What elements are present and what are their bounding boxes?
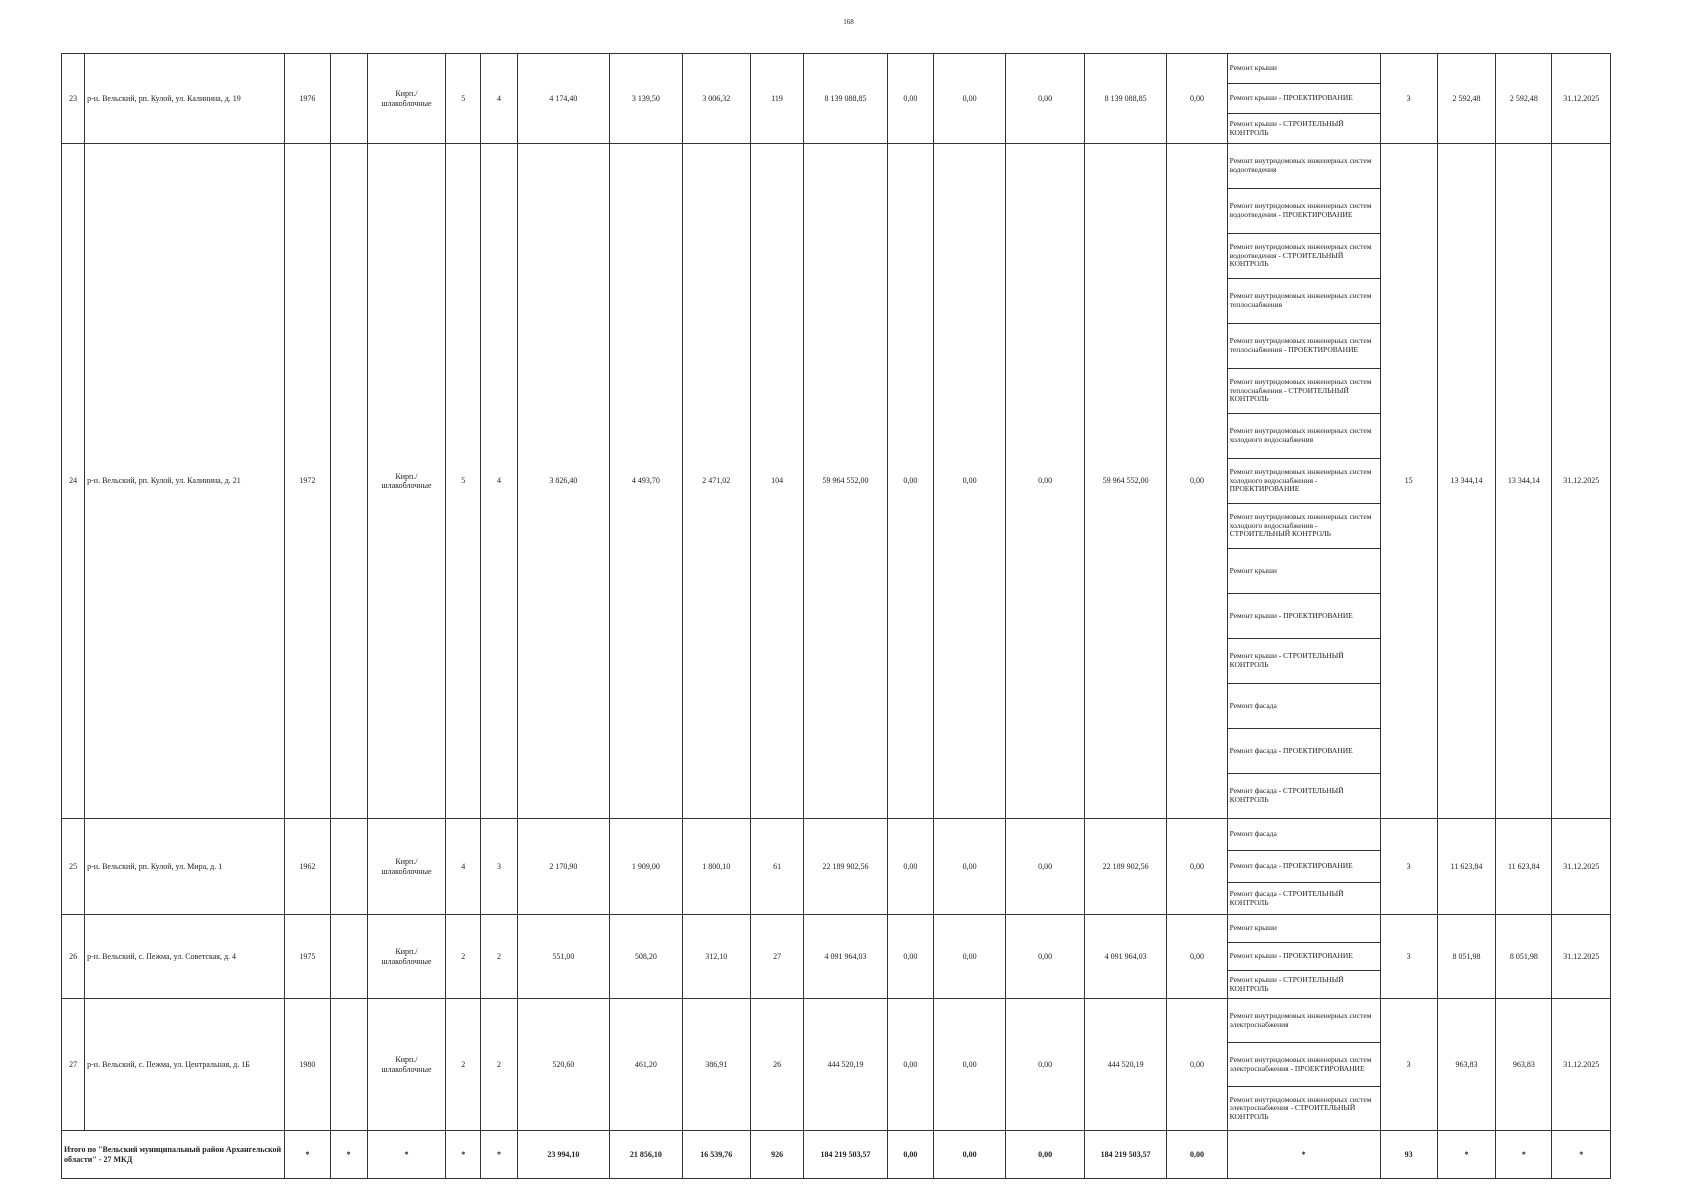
cost-owners-cell: 8 139 088,85 xyxy=(1084,54,1166,144)
table-row xyxy=(62,819,1611,851)
work-type-cell: Ремонт фасада - СТРОИТЕЛЬНЫЙ КОНТРОЛЬ xyxy=(1227,774,1380,819)
cost-fund-cell: 0,00 xyxy=(887,144,933,819)
empty-cell xyxy=(330,999,367,1131)
total-blank-cell: * xyxy=(330,1131,367,1179)
year-cell: 1962 xyxy=(285,819,330,915)
cost-other-cell: 0,00 xyxy=(1167,999,1227,1131)
total-cost-fund-cell: 0,00 xyxy=(887,1131,933,1179)
deadline-cell: 31.12.2025 xyxy=(1552,999,1611,1131)
cost-local-cell: 0,00 xyxy=(1006,915,1084,999)
row-number-cell: 24 xyxy=(62,144,85,819)
work-type-cell: Ремонт крыши - ПРОЕКТИРОВАНИЕ xyxy=(1227,594,1380,639)
material-cell: Кирп./ шлакоблочные xyxy=(367,819,445,915)
work-type-cell: Ремонт внутридомовых инженерных систем водоотведения - ПРОЕКТИРОВАНИЕ xyxy=(1227,189,1380,234)
total-label: Итого по "Вельский муниципальный район Архангельской области" - 27 МКД xyxy=(62,1131,285,1179)
cost-other-cell: 0,00 xyxy=(1167,144,1227,819)
floors-cell: 5 xyxy=(446,144,481,819)
work-type-cell: Ремонт крыши - СТРОИТЕЛЬНЫЙ КОНТРОЛЬ xyxy=(1227,114,1380,144)
entrances-cell: 2 xyxy=(481,915,517,999)
cost-owners-cell: 59 964 552,00 xyxy=(1084,144,1166,819)
total-area-living-cell: 21 856,10 xyxy=(610,1131,682,1179)
empty-cell xyxy=(330,54,367,144)
cost-fund-cell: 0,00 xyxy=(887,999,933,1131)
year-cell: 1980 xyxy=(285,999,330,1131)
work-type-cell: Ремонт внутридомовых инженерных систем теплоснабжения xyxy=(1227,279,1380,324)
row-number-cell: 25 xyxy=(62,819,85,915)
cost-local-cell: 0,00 xyxy=(1006,819,1084,915)
cost-total-cell: 8 139 088,85 xyxy=(804,54,887,144)
area-living-cell: 3 139,50 xyxy=(610,54,682,144)
residents-cell: 27 xyxy=(750,915,803,999)
cost-total-cell: 444 520,19 xyxy=(804,999,887,1131)
entrances-cell: 2 xyxy=(481,999,517,1131)
work-type-cell: Ремонт внутридомовых инженерных систем электроснабжения xyxy=(1227,999,1380,1043)
residents-cell: 119 xyxy=(750,54,803,144)
unit-cost-cell: 11 623,84 xyxy=(1437,819,1495,915)
work-type-cell: Ремонт внутридомовых инженерных систем холодного водоснабжения - СТРОИТЕЛЬНЫЙ КОНТРОЛЬ xyxy=(1227,504,1380,549)
address-cell: р-н. Вельский, рп. Кулой, ул. Калинина, д. 21 xyxy=(85,144,285,819)
area-total-cell: 551,00 xyxy=(517,915,610,999)
works-count-cell: 3 xyxy=(1380,915,1437,999)
unit-cost-cell: 8 051,98 xyxy=(1437,915,1495,999)
area-living-cell: 508,20 xyxy=(610,915,682,999)
row-number-cell: 26 xyxy=(62,915,85,999)
area-total-cell: 520,60 xyxy=(517,999,610,1131)
repair-register-table xyxy=(61,53,1611,1179)
material-cell: Кирп./ шлакоблочные xyxy=(367,915,445,999)
unit-cost-cell: 963,83 xyxy=(1437,999,1495,1131)
year-cell: 1976 xyxy=(285,54,330,144)
residents-cell: 61 xyxy=(750,819,803,915)
cost-other-cell: 0,00 xyxy=(1167,915,1227,999)
entrances-cell: 4 xyxy=(481,144,517,819)
cost-other-cell: 0,00 xyxy=(1167,54,1227,144)
cost-local-cell: 0,00 xyxy=(1006,999,1084,1131)
floors-cell: 2 xyxy=(446,915,481,999)
year-cell: 1972 xyxy=(285,144,330,819)
area-owned-cell: 312,10 xyxy=(682,915,750,999)
limit-cost-cell: 11 623,84 xyxy=(1496,819,1552,915)
total-cost-region-cell: 0,00 xyxy=(933,1131,1005,1179)
work-type-cell: Ремонт крыши - СТРОИТЕЛЬНЫЙ КОНТРОЛЬ xyxy=(1227,639,1380,684)
total-cost-local-cell: 0,00 xyxy=(1006,1131,1084,1179)
work-type-cell: Ремонт фасада - СТРОИТЕЛЬНЫЙ КОНТРОЛЬ xyxy=(1227,883,1380,915)
total-floors-cell: * xyxy=(446,1131,481,1179)
total-residents-cell: 926 xyxy=(750,1131,803,1179)
page-number: 168 xyxy=(843,18,854,26)
total-works-cell: * xyxy=(1227,1131,1380,1179)
address-cell: р-н. Вельский, с. Пежма, ул. Центральная, д. 1Б xyxy=(85,999,285,1131)
works-count-cell: 3 xyxy=(1380,999,1437,1131)
work-type-cell: Ремонт крыши xyxy=(1227,549,1380,594)
works-count-cell: 15 xyxy=(1380,144,1437,819)
work-type-cell: Ремонт крыши - СТРОИТЕЛЬНЫЙ КОНТРОЛЬ xyxy=(1227,971,1380,999)
total-cost-other-cell: 0,00 xyxy=(1167,1131,1227,1179)
work-type-cell: Ремонт внутридомовых инженерных систем водоотведения xyxy=(1227,144,1380,189)
cost-other-cell: 0,00 xyxy=(1167,819,1227,915)
cost-total-cell: 4 091 964,03 xyxy=(804,915,887,999)
total-deadline-cell: * xyxy=(1552,1131,1611,1179)
cost-region-cell: 0,00 xyxy=(933,999,1005,1131)
work-type-cell: Ремонт крыши xyxy=(1227,54,1380,84)
deadline-cell: 31.12.2025 xyxy=(1552,819,1611,915)
deadline-cell: 31.12.2025 xyxy=(1552,54,1611,144)
cost-total-cell: 59 964 552,00 xyxy=(804,144,887,819)
work-type-cell: Ремонт внутридомовых инженерных систем электроснабжения - СТРОИТЕЛЬНЫЙ КОНТРОЛЬ xyxy=(1227,1087,1380,1131)
residents-cell: 104 xyxy=(750,144,803,819)
work-type-cell: Ремонт внутридомовых инженерных систем холодного водоснабжения - ПРОЕКТИРОВАНИЕ xyxy=(1227,459,1380,504)
total-works-count-cell: 93 xyxy=(1380,1131,1437,1179)
total-area-total-cell: 23 994,10 xyxy=(517,1131,610,1179)
total-cost-owners-cell: 184 219 503,57 xyxy=(1084,1131,1166,1179)
area-living-cell: 1 909,00 xyxy=(610,819,682,915)
address-cell: р-н. Вельский, рп. Кулой, ул. Мира, д. 1 xyxy=(85,819,285,915)
cost-owners-cell: 444 520,19 xyxy=(1084,999,1166,1131)
floors-cell: 5 xyxy=(446,54,481,144)
cost-region-cell: 0,00 xyxy=(933,144,1005,819)
work-type-cell: Ремонт внутридомовых инженерных систем электроснабжения - ПРОЕКТИРОВАНИЕ xyxy=(1227,1043,1380,1087)
unit-cost-cell: 2 592,48 xyxy=(1437,54,1495,144)
work-type-cell: Ремонт внутридомовых инженерных систем водоотведения - СТРОИТЕЛЬНЫЙ КОНТРОЛЬ xyxy=(1227,234,1380,279)
deadline-cell: 31.12.2025 xyxy=(1552,915,1611,999)
cost-region-cell: 0,00 xyxy=(933,54,1005,144)
address-cell: р-н. Вельский, с. Пежма, ул. Советская, д. 4 xyxy=(85,915,285,999)
empty-cell xyxy=(330,819,367,915)
residents-cell: 26 xyxy=(750,999,803,1131)
area-owned-cell: 1 800,10 xyxy=(682,819,750,915)
limit-cost-cell: 8 051,98 xyxy=(1496,915,1552,999)
area-total-cell: 4 174,40 xyxy=(517,54,610,144)
deadline-cell: 31.12.2025 xyxy=(1552,144,1611,819)
work-type-cell: Ремонт внутридомовых инженерных систем теплоснабжения - СТРОИТЕЛЬНЫЙ КОНТРОЛЬ xyxy=(1227,369,1380,414)
floors-cell: 2 xyxy=(446,999,481,1131)
work-type-cell: Ремонт фасада - ПРОЕКТИРОВАНИЕ xyxy=(1227,851,1380,883)
total-limit-cost-cell: * xyxy=(1496,1131,1552,1179)
total-area-owned-cell: 16 539,76 xyxy=(682,1131,750,1179)
total-entrances-cell: * xyxy=(481,1131,517,1179)
area-owned-cell: 2 471,02 xyxy=(682,144,750,819)
cost-local-cell: 0,00 xyxy=(1006,144,1084,819)
cost-fund-cell: 0,00 xyxy=(887,819,933,915)
material-cell: Кирп./ шлакоблочные xyxy=(367,54,445,144)
entrances-cell: 3 xyxy=(481,819,517,915)
material-cell: Кирп./ шлакоблочные xyxy=(367,999,445,1131)
year-cell: 1975 xyxy=(285,915,330,999)
table-row xyxy=(62,54,1611,84)
total-unit-cost-cell: * xyxy=(1437,1131,1495,1179)
material-cell: Кирп./ шлакоблочные xyxy=(367,144,445,819)
work-type-cell: Ремонт фасада - ПРОЕКТИРОВАНИЕ xyxy=(1227,729,1380,774)
table-row xyxy=(62,915,1611,943)
area-living-cell: 4 493,70 xyxy=(610,144,682,819)
cost-fund-cell: 0,00 xyxy=(887,54,933,144)
limit-cost-cell: 2 592,48 xyxy=(1496,54,1552,144)
work-type-cell: Ремонт внутридомовых инженерных систем холодного водоснабжения xyxy=(1227,414,1380,459)
cost-owners-cell: 22 189 902,56 xyxy=(1084,819,1166,915)
empty-cell xyxy=(330,915,367,999)
total-cost-total-cell: 184 219 503,57 xyxy=(804,1131,887,1179)
table-row xyxy=(62,999,1611,1043)
total-row xyxy=(62,1131,1611,1179)
entrances-cell: 4 xyxy=(481,54,517,144)
work-type-cell: Ремонт крыши xyxy=(1227,915,1380,943)
total-material-cell: * xyxy=(367,1131,445,1179)
work-type-cell: Ремонт фасада xyxy=(1227,819,1380,851)
limit-cost-cell: 963,83 xyxy=(1496,999,1552,1131)
table-row xyxy=(62,144,1611,189)
works-count-cell: 3 xyxy=(1380,819,1437,915)
area-owned-cell: 386,91 xyxy=(682,999,750,1131)
cost-owners-cell: 4 091 964,03 xyxy=(1084,915,1166,999)
area-total-cell: 3 826,40 xyxy=(517,144,610,819)
area-living-cell: 461,20 xyxy=(610,999,682,1131)
cost-region-cell: 0,00 xyxy=(933,915,1005,999)
empty-cell xyxy=(330,144,367,819)
row-number-cell: 27 xyxy=(62,999,85,1131)
work-type-cell: Ремонт внутридомовых инженерных систем теплоснабжения - ПРОЕКТИРОВАНИЕ xyxy=(1227,324,1380,369)
area-total-cell: 2 170,90 xyxy=(517,819,610,915)
floors-cell: 4 xyxy=(446,819,481,915)
work-type-cell: Ремонт крыши - ПРОЕКТИРОВАНИЕ xyxy=(1227,943,1380,971)
cost-fund-cell: 0,00 xyxy=(887,915,933,999)
unit-cost-cell: 13 344,14 xyxy=(1437,144,1495,819)
area-owned-cell: 3 006,32 xyxy=(682,54,750,144)
work-type-cell: Ремонт фасада xyxy=(1227,684,1380,729)
cost-total-cell: 22 189 902,56 xyxy=(804,819,887,915)
cost-local-cell: 0,00 xyxy=(1006,54,1084,144)
total-year-cell: * xyxy=(285,1131,330,1179)
address-cell: р-н. Вельский, рп. Кулой, ул. Калинина, д. 19 xyxy=(85,54,285,144)
row-number-cell: 23 xyxy=(62,54,85,144)
works-count-cell: 3 xyxy=(1380,54,1437,144)
cost-region-cell: 0,00 xyxy=(933,819,1005,915)
work-type-cell: Ремонт крыши - ПРОЕКТИРОВАНИЕ xyxy=(1227,84,1380,114)
limit-cost-cell: 13 344,14 xyxy=(1496,144,1552,819)
